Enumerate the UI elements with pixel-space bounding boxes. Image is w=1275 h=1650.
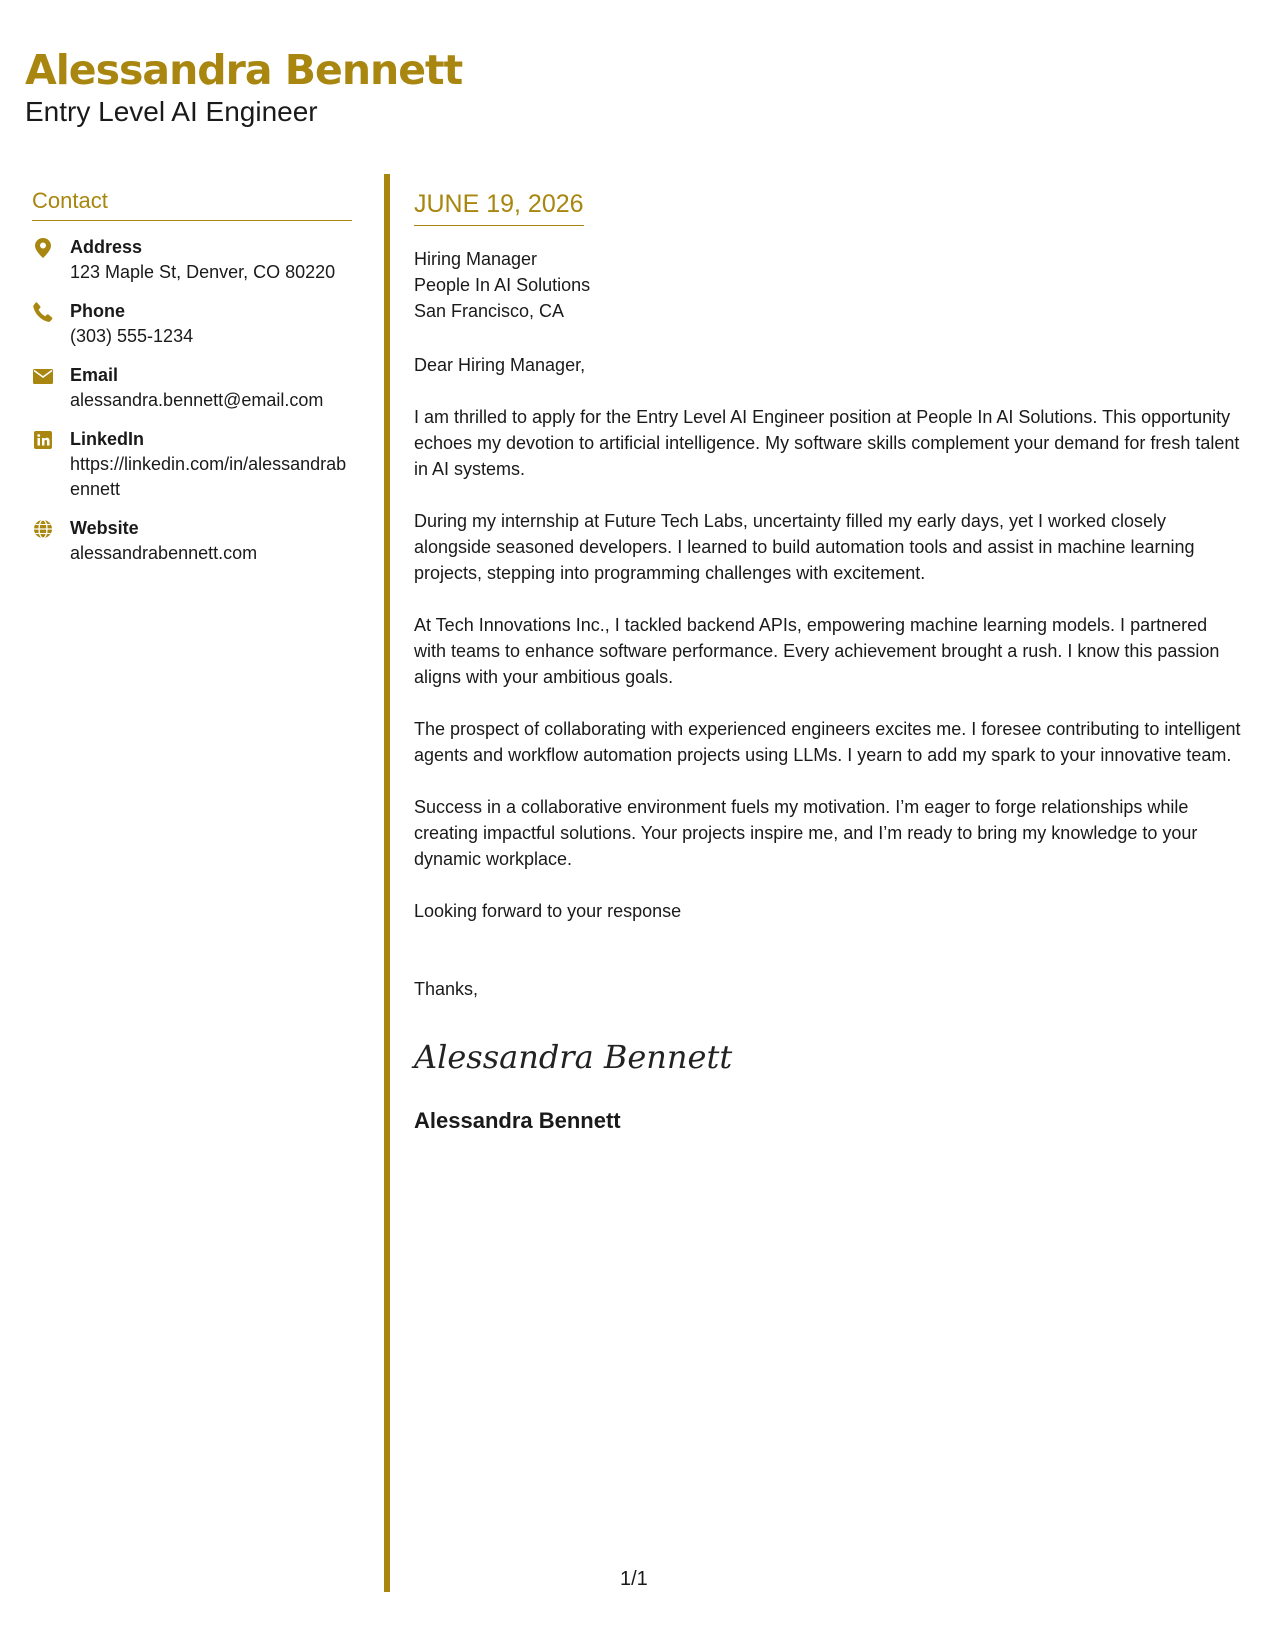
contact-label: Website <box>70 518 139 538</box>
recipient-line: San Francisco, CA <box>414 301 565 321</box>
linkedin-icon <box>32 429 54 451</box>
contact-item-phone <box>32 299 352 349</box>
body-paragraph: I am thrilled to apply for the Entry Level AI Engineer position at People In AI Solutions. This opportunity echoes my devotion to artificial intelligence. My software skills complement your demand for fresh talent in AI systems. <box>414 407 1240 479</box>
vertical-divider <box>384 174 390 1592</box>
letter-body <box>414 190 1244 1134</box>
phone-icon <box>32 301 54 323</box>
email-value[interactable]: alessandra.bennett@email.com <box>70 390 324 410</box>
body-paragraph: The prospect of collaborating with experienced engineers excites me. I foresee contributing to intelligent agents and workflow automation projects using LLMs. I yearn to add my spark to your innovative team. <box>414 719 1241 765</box>
applicant-name: Alessandra Bennett <box>25 46 463 94</box>
contact-item-website <box>32 516 352 566</box>
letter-date: JUNE 19, 2026 <box>414 190 584 218</box>
contact-item-address <box>32 235 352 285</box>
header <box>25 48 462 128</box>
phone-value: (303) 555-1234 <box>70 326 194 346</box>
thanks-line: Thanks, <box>414 979 479 999</box>
address-value: 123 Maple St, Denver, CO 80220 <box>70 262 336 282</box>
body-paragraph: At Tech Innovations Inc., I tackled backend APIs, empowering machine learning models. I partnered with teams to enhance software performance. Every achievement brought a rush. I know this passion aligns with your ambitious goals. <box>414 615 1220 687</box>
recipient-block <box>414 246 1244 324</box>
page-number: 1/1 <box>620 1568 648 1590</box>
contact-label: Phone <box>70 301 126 321</box>
body-paragraph: During my internship at Future Tech Labs, uncertainty filled my early days, yet I worked closely alongside seasoned developers. I learned to build automation tools and assist in machine learning projects, stepping into programming challenges with excitement. <box>414 511 1195 583</box>
closing-line: Looking forward to your response <box>414 901 682 921</box>
globe-icon <box>32 518 54 540</box>
signoff-name: Alessandra Bennett <box>414 1108 621 1133</box>
website-value[interactable]: alessandrabennett.com <box>70 543 258 563</box>
map-pin-icon <box>32 237 54 259</box>
contact-label: Email <box>70 365 119 385</box>
handwritten-signature: Alessandra Bennett <box>414 1038 733 1076</box>
salutation: Dear Hiring Manager, <box>414 355 586 375</box>
date-section <box>414 190 584 226</box>
contact-label: LinkedIn <box>70 429 145 449</box>
contact-item-linkedin <box>32 427 352 502</box>
contact-item-email <box>32 363 352 413</box>
contact-label: Address <box>70 237 143 257</box>
body-paragraph: Success in a collaborative environment fuels my motivation. I’m eager to forge relationships while creating impactful solutions. Your projects inspire me, and I’m ready to bring my knowledge to your dynamic workplace. <box>414 797 1198 869</box>
contact-sidebar <box>32 188 352 580</box>
contact-heading: Contact <box>32 188 352 221</box>
recipient-line: People In AI Solutions <box>414 275 591 295</box>
job-title: Entry Level AI Engineer <box>25 96 318 128</box>
recipient-line: Hiring Manager <box>414 249 538 269</box>
linkedin-value[interactable]: https://linkedin.com/in/alessandrabennett <box>70 454 347 499</box>
envelope-icon <box>32 365 54 387</box>
